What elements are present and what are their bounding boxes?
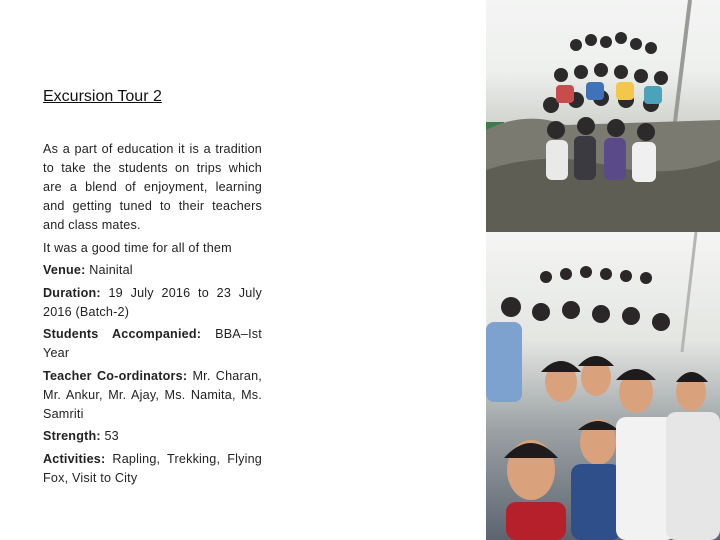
group-photo-rocks-illustration	[486, 0, 720, 232]
duration-value: 19 July 2016 to 23 July 2016 (Batch-2)	[43, 285, 262, 319]
duration-label: Duration:	[43, 285, 101, 300]
intro-paragraph: As a part of education it is a tradition to take the students on trips which are a blend of enjoyment, learning and getting tuned to their teachers and class mates.	[43, 142, 262, 232]
students-value: BBA–Ist Year	[43, 327, 262, 360]
group-photo-rocks	[486, 0, 720, 232]
activities-label: Activities:	[43, 451, 106, 466]
venue-line	[43, 261, 262, 280]
students-line	[43, 325, 262, 363]
good-time-line: It was a good time for all of them	[43, 240, 232, 255]
slide-title: Excursion Tour 2	[43, 88, 162, 105]
group-selfie-photo	[486, 232, 720, 540]
strength-value: 53	[100, 429, 119, 443]
duration-line	[43, 284, 262, 322]
text-block	[43, 140, 262, 491]
teachers-label: Teacher Co-ordinators:	[43, 368, 188, 383]
group-selfie-photo-illustration	[486, 232, 720, 540]
venue-label: Venue:	[43, 263, 86, 277]
venue-value: Nainital	[85, 263, 133, 277]
teachers-line	[43, 367, 262, 424]
teachers-value: Mr. Charan, Mr. Ankur, Mr. Ajay, Ms. Namita, Ms. Samriti	[43, 368, 262, 421]
strength-label: Strength:	[43, 429, 101, 443]
students-label: Students Accompanied:	[43, 327, 202, 341]
activities-line	[43, 450, 262, 488]
strength-line	[43, 427, 262, 446]
activities-value: Rapling, Trekking, Flying Fox, Visit to City	[43, 451, 262, 485]
